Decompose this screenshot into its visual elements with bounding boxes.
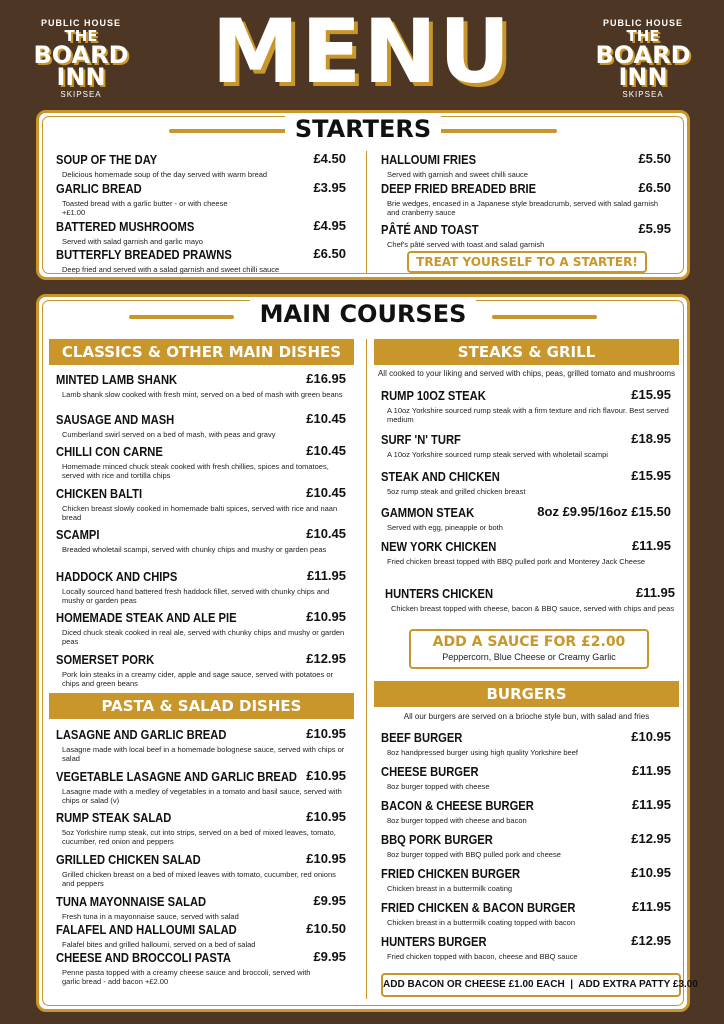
menu-item: HOMEMADE STEAK AND ALE PIE £10.95 Diced chuck steak cooked in real ale, served with chunky chips and mushy or garden peas xyxy=(56,609,346,646)
logo-public-house: PUBLIC HOUSE xyxy=(40,18,121,28)
menu-item: SOMERSET PORK £12.95 Pork loin steaks in a creamy cider, apple and sage sauce, served with potatoes or chips and green beans xyxy=(56,651,346,688)
menu-item: FRIED CHICKEN BURGER £10.95 Chicken breast in a buttermilk coating xyxy=(381,865,671,893)
menu-item: CHICKEN BALTI £10.45 Chicken breast slowly cooked in homemade balti spices, served with rice and naan bread xyxy=(56,485,346,522)
logo-inn: INN xyxy=(56,63,106,91)
menu-item: CHILLI CON CARNE £10.45 Homemade minced chuck steak cooked with fresh chillies, spices and tomatoes, served with rice and tortilla chips xyxy=(56,443,346,480)
menu-item: CHEESE BURGER £11.95 8oz burger topped with cheese xyxy=(381,763,671,791)
menu-item: TUNA MAYONNAISE SALAD £9.95 Fresh tuna in a mayonnaise sauce, served with salad xyxy=(56,893,346,921)
burgers-note: All our burgers are served on a brioche style bun, with salad and fries xyxy=(403,712,650,721)
menu-item: BACON & CHEESE BURGER £11.95 8oz burger topped with cheese and bacon xyxy=(381,797,671,825)
menu-item: SURF 'N' TURF £18.95 A 10oz Yorkshire sourced rump steak served with wholetail scampi xyxy=(381,431,671,459)
logo-board: BOARD xyxy=(595,41,691,69)
add-sauce-box: ADD A SAUCE FOR £2.00 Peppercorn, Blue Cheese or Creamy Garlic xyxy=(409,629,649,669)
menu-item: GAMMON STEAK 8oz £9.95/16oz £15.50 Served with egg, pineapple or both xyxy=(381,504,671,532)
logo-right xyxy=(588,18,698,99)
menu-item: HADDOCK AND CHIPS £11.95 Locally sourced hand battered fresh haddock fillet, served with chunky chips and mushy or garden peas xyxy=(56,568,346,605)
logo-public-house: PUBLIC HOUSE xyxy=(602,18,683,28)
starter-item: GARLIC BREAD £3.95 Toasted bread with a garlic butter - or with cheese +£1.00 xyxy=(56,180,346,217)
logo-location: SKIPSEA xyxy=(60,90,102,99)
menu-item: LASAGNE AND GARLIC BREAD £10.95 Lasagne made with local beef in a homemade bolognese sauce, served with chips or salad xyxy=(56,726,346,763)
menu-item: SCAMPI £10.45 Breaded wholetail scampi, served with chunky chips and mushy or garden peas xyxy=(56,526,346,554)
starter-item: DEEP FRIED BREADED BRIE £6.50 Brie wedges, encased in a Japanese style breadcrumb, served with salad garnish and cranberry sauce xyxy=(381,180,671,217)
logo-the: THE xyxy=(626,27,660,45)
burger-extras-box: ADD BACON OR CHEESE £1.00 EACH | ADD EXTRA PATTY £3.00 xyxy=(381,973,681,997)
main-courses-panel xyxy=(36,294,698,1012)
menu-item: RUMP STEAK SALAD £10.95 5oz Yorkshire rump steak, cut into strips, served on a bed of mixed leaves, tomato, cucumber, red onion and peppers xyxy=(56,809,346,846)
menu-item: MINTED LAMB SHANK £16.95 Lamb shank slow cooked with fresh mint, served on a bed of mash with green beans xyxy=(56,371,346,399)
menu-item: BEEF BURGER £10.95 8oz handpressed burger using high quality Yorkshire beef xyxy=(381,729,671,757)
treat-yourself-box: TREAT YOURSELF TO A STARTER! xyxy=(407,251,647,273)
classics-heading: CLASSICS & OTHER MAIN DISHES xyxy=(49,339,354,365)
menu-item: NEW YORK CHICKEN £11.95 Fried chicken breast topped with BBQ pulled pork and Monterey Jack Cheese xyxy=(381,538,671,566)
steaks-heading: STEAKS & GRILL xyxy=(374,339,679,365)
menu-item: HUNTERS BURGER £12.95 Fried chicken topped with bacon, cheese and BBQ sauce xyxy=(381,933,671,961)
logo-inn: INN xyxy=(618,63,668,91)
menu-item: SAUSAGE AND MASH £10.45 Cumberland swirl served on a bed of mash, with peas and gravy xyxy=(56,411,346,439)
menu-item: HUNTERS CHICKEN £11.95 Chicken breast topped with cheese, bacon & BBQ sauce, served with chips and peas xyxy=(385,585,675,613)
steaks-note: All cooked to your liking and served with chips, peas, grilled tomato and mushrooms xyxy=(377,369,676,378)
menu-item: VEGETABLE LASAGNE AND GARLIC BREAD £10.95 Lasagne made with a medley of vegetables in a tomato and basil sauce, served with chips or salad (v) xyxy=(56,768,346,805)
logo-the: THE xyxy=(64,27,98,45)
starters-divider xyxy=(366,151,367,273)
main-courses-title: MAIN COURSES xyxy=(39,300,687,328)
menu-item: RUMP 10OZ STEAK £15.95 A 10oz Yorkshire sourced rump steak with a firm texture and rich flavour. Best served medium xyxy=(381,387,671,424)
menu-item: CHEESE AND BROCCOLI PASTA £9.95 Penne pasta topped with a creamy cheese sauce and broccoli, served with garlic bread - add bacon +£2.00 xyxy=(56,949,346,986)
menu-item: STEAK AND CHICKEN £15.95 5oz rump steak and grilled chicken breast xyxy=(381,468,671,496)
menu-item: GRILLED CHICKEN SALAD £10.95 Grilled chicken breast on a bed of mixed leaves with tomato, cucumber, red onions and peppers xyxy=(56,851,346,888)
starters-panel xyxy=(36,110,690,280)
pasta-heading: PASTA & SALAD DISHES xyxy=(49,693,354,719)
menu-item: BBQ PORK BURGER £12.95 8oz burger topped with BBQ pulled pork and cheese xyxy=(381,831,671,859)
logo-board: BOARD xyxy=(33,41,129,69)
starter-item: BATTERED MUSHROOMS £4.95 Served with salad garnish and garlic mayo xyxy=(56,218,346,246)
starter-item: HALLOUMI FRIES £5.50 Served with garnish and sweet chilli sauce xyxy=(381,151,671,179)
menu-item: FALAFEL AND HALLOUMI SALAD £10.50 Falafel bites and grilled halloumi, served on a bed of salad xyxy=(56,921,346,949)
logo-location: SKIPSEA xyxy=(622,90,664,99)
menu-item: FRIED CHICKEN & BACON BURGER £11.95 Chicken breast in a buttermilk coating topped with bacon xyxy=(381,899,671,927)
starter-item: BUTTERFLY BREADED PRAWNS £6.50 Deep fried and served with a salad garnish and sweet chilli sauce xyxy=(56,246,346,274)
burgers-heading: BURGERS xyxy=(374,681,679,707)
page-title: MENU xyxy=(211,0,513,103)
mains-divider xyxy=(366,339,367,999)
starter-item: SOUP OF THE DAY £4.50 Delicious homemade soup of the day served with warm bread xyxy=(56,151,346,179)
starters-title: STARTERS xyxy=(39,115,687,143)
starter-item: PÂTÉ AND TOAST £5.95 Chef's pâté served with toast and salad garnish xyxy=(381,221,671,249)
